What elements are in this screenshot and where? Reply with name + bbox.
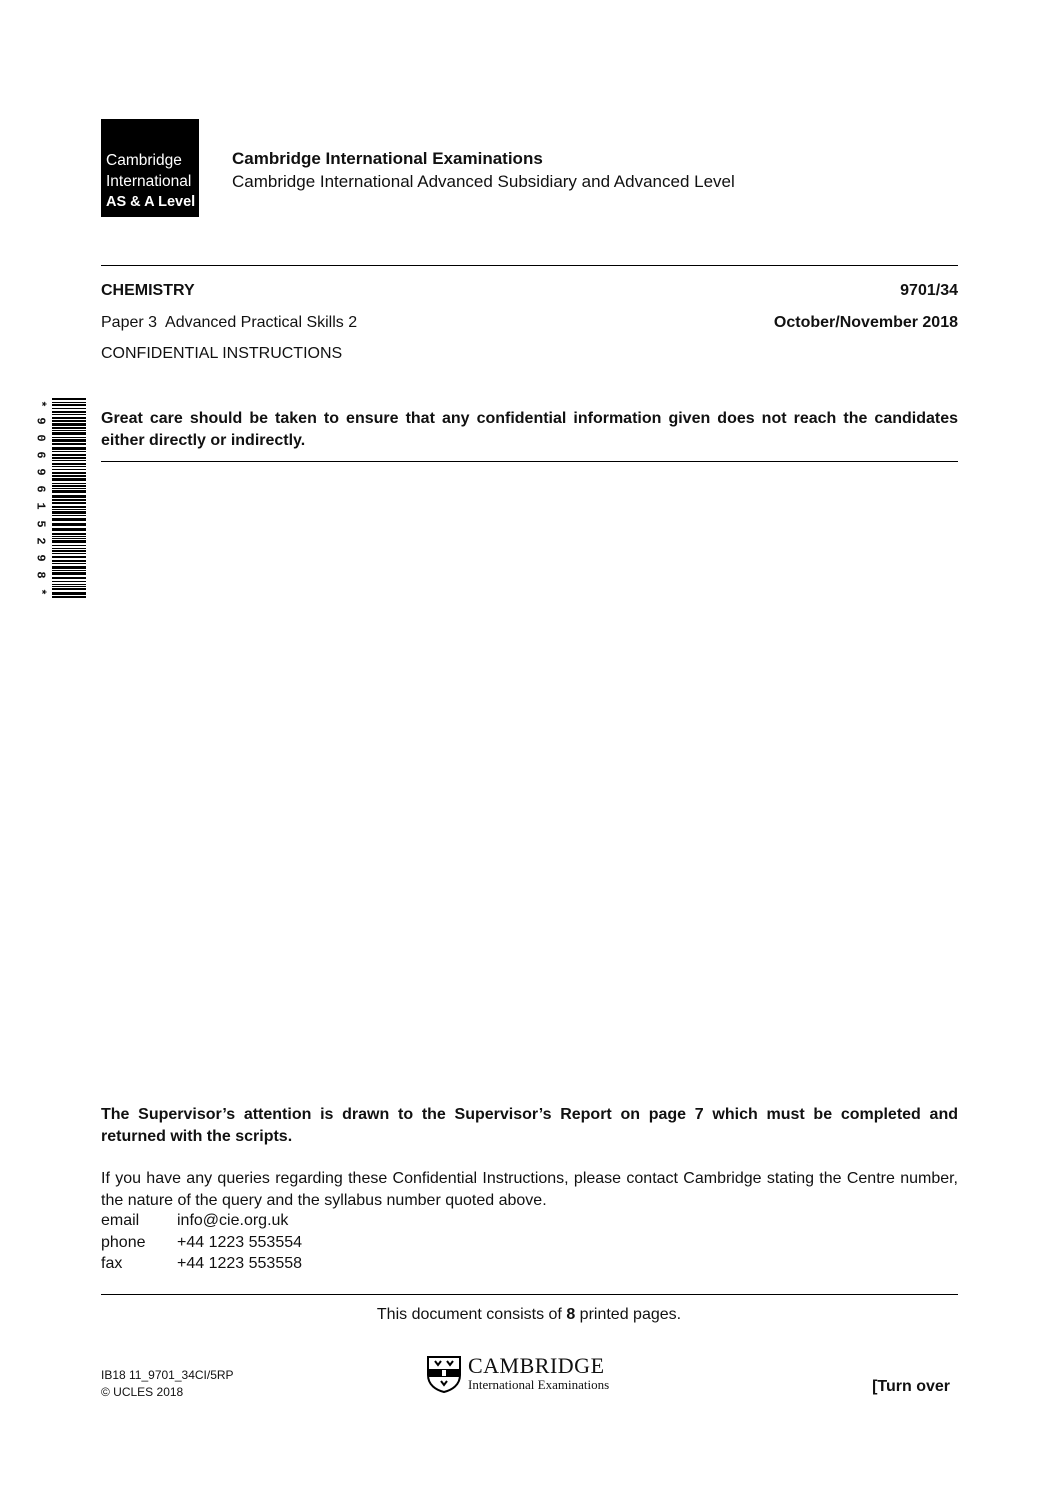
warning-divider [101,461,958,462]
barcode-digit: * [33,400,48,408]
document-type: CONFIDENTIAL INSTRUCTIONS [101,345,343,362]
barcode-bar [52,540,86,543]
barcode-bar [52,533,86,535]
barcode-bar [52,420,86,422]
barcode-bar [52,518,86,521]
contact-email-value: info@cie.org.uk [177,1212,289,1229]
organisation-title: Cambridge International Examinations [232,149,543,168]
barcode-bar [52,550,86,552]
shield-icon [426,1355,462,1393]
barcode-bar [52,398,86,400]
barcode-bar [52,581,86,582]
barcode-digit: 9 [33,554,48,562]
barcode-bar [52,584,86,585]
barcode-bar [52,572,86,575]
barcode-bar [52,528,86,531]
cambridge-international-examinations-logo [426,1353,636,1395]
barcode-bar [52,495,86,498]
exam-session: October/November 2018 [773,314,958,331]
top-divider [101,265,958,266]
barcode-bar [52,506,86,508]
barcode-bar [52,502,86,504]
contact-phone-label: phone [101,1234,146,1251]
barcode-digit: 9 [33,468,48,476]
barcode-bar [52,451,86,452]
barcode-digit: 8 [33,571,48,579]
contact-fax-label: fax [101,1255,123,1272]
barcode-bar [52,414,86,415]
barcode-bar [52,427,86,429]
barcode-bar [52,566,86,569]
barcode-bar [52,463,86,465]
barcode-bar [52,408,86,409]
cambridge-wordmark: CAMBRIDGE [468,1353,605,1378]
barcode-bar [52,499,86,501]
logo-line-3: AS & A Level [106,194,196,210]
syllabus-code: 9701/34 [900,282,958,299]
barcode-bar [52,485,86,487]
barcode-bar [52,402,86,403]
barcode-bar [52,596,86,598]
page-count-number: 8 [566,1306,576,1323]
barcode-bar [52,437,86,438]
contact-email-label: email [101,1212,140,1229]
barcode-bar [52,466,86,467]
barcode-bar [52,447,86,450]
barcode-digit: 6 [33,451,48,459]
barcode-bar [52,523,86,526]
barcode-bar [52,511,86,514]
barcode [34,398,86,598]
barcode-bar [52,460,86,461]
footer-divider [101,1294,958,1295]
barcode-bar [52,483,86,484]
barcode-bar [52,560,86,562]
barcode-bar [52,490,86,493]
barcode-bar [52,423,86,426]
supervisor-note: The Supervisor’s attention is drawn to the Supervisor’s Report on page 7 which must be completed and returned with the scripts. [101,1106,958,1145]
barcode-bar [52,411,86,413]
logo-line-1: Cambridge [106,152,182,169]
barcode-bar [52,577,86,579]
cambridge-as-a-level-logo [101,119,199,217]
barcode-digit: 1 [33,502,48,511]
cambridge-subtitle: International Examinations [468,1377,610,1392]
barcode-bar [52,443,86,445]
barcode-bar [52,563,86,564]
barcode-digit: * [33,588,48,596]
barcode-bar [52,417,86,419]
barcode-bar [52,536,86,537]
barcode-bar [52,553,86,554]
barcode-bar [52,457,86,459]
barcode-bar [52,478,86,481]
barcode-bar [52,509,86,510]
contact-fax-value: +44 1223 553558 [177,1255,303,1272]
queries-note: If you have any queries regarding these Confidential Instructions, please contact Cambridge stating the Centre number, the nature of the query and the syllabus number quoted above. [101,1170,958,1209]
barcode-bar [52,586,86,587]
barcode-bar [52,469,86,470]
barcode-bar [52,556,86,558]
barcode-digit: 9 [33,417,48,425]
barcode-bar [52,475,86,477]
barcode-bar [52,439,86,442]
subject-title: CHEMISTRY [101,282,195,299]
barcode-bars [52,398,86,598]
barcode-digit: 2 [33,537,48,545]
reference-code: IB18 11_9701_34CI/5RP [101,1368,234,1382]
confidentiality-warning: Great care should be taken to ensure that any confidential information given does not reach the candidates either directly or indirectly. [101,410,958,449]
barcode-bar [52,570,86,571]
barcode-digit: 6 [33,485,48,493]
paper-title: Paper 3 Advanced Practical Skills 2 [101,314,358,331]
barcode-bar [52,488,86,489]
barcode-bar [52,454,86,456]
barcode-bar [52,430,86,431]
organisation-subtitle: Cambridge International Advanced Subsidiary and Advanced Level [232,172,735,191]
document-reference [101,1367,234,1401]
barcode-bar [52,432,86,435]
barcode-digit: 0 [33,434,48,442]
copyright: © UCLES 2018 [101,1385,184,1399]
barcode-bar [52,515,86,516]
turn-over-note: [Turn over [872,1378,950,1395]
barcode-bar [52,404,86,406]
page-count-suffix: printed pages. [575,1306,682,1323]
page-count-note [0,1306,1058,1324]
contact-phone-value: +44 1223 553554 [177,1234,303,1251]
barcode-bar [52,472,86,474]
barcode-bar [52,588,86,590]
barcode-digit: 5 [33,519,48,528]
barcode-bar [52,592,86,595]
barcode-bar [52,545,86,546]
page-count-prefix: This document consists of [376,1306,567,1323]
barcode-bar [52,538,86,539]
barcode-digits [34,398,48,598]
barcode-bar [52,548,86,549]
logo-line-2: International [106,173,192,190]
